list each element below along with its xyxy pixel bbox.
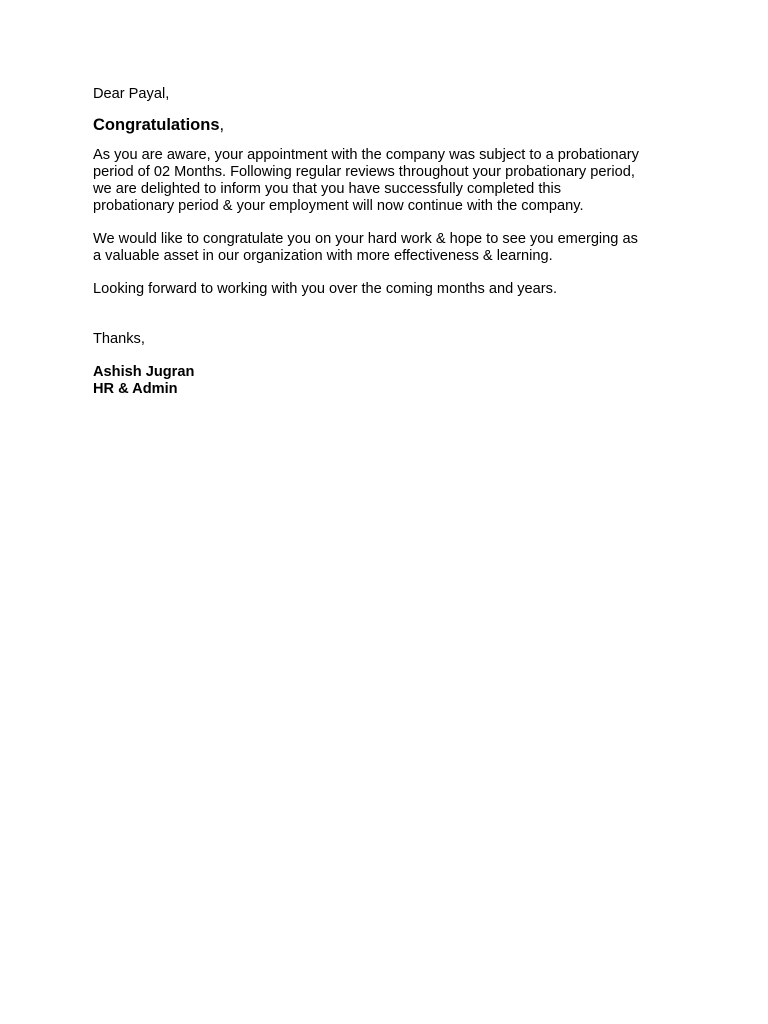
paragraph-line: As you are aware, your appointment with the company was subject to a probationary [93, 147, 639, 163]
closing: Thanks, [93, 331, 145, 347]
heading-punctuation: , [219, 116, 225, 134]
paragraph-line: a valuable asset in our organization with more effectiveness & learning. [93, 248, 553, 264]
paragraph-line: we are delighted to inform you that you have successfully completed this [93, 181, 562, 197]
signature-title: HR & Admin [93, 381, 178, 397]
paragraph-looking-forward [93, 281, 693, 298]
paragraph-line: probationary period & your employment will now continue with the company. [93, 198, 584, 214]
paragraph-line: period of 02 Months. Following regular reviews throughout your probationary period, [93, 164, 635, 180]
letter-body [93, 86, 693, 398]
paragraph-probation [93, 147, 693, 215]
salutation: Dear Payal, [93, 86, 170, 102]
heading-word: Congratulations [93, 116, 220, 134]
paragraph-line: Looking forward to working with you over the coming months and years. [93, 281, 557, 297]
paragraph-congratulate [93, 231, 693, 265]
signature-name: Ashish Jugran [93, 364, 195, 380]
congratulations-heading [93, 115, 693, 135]
paragraph-line: We would like to congratulate you on your hard work & hope to see you emerging as [93, 231, 638, 247]
